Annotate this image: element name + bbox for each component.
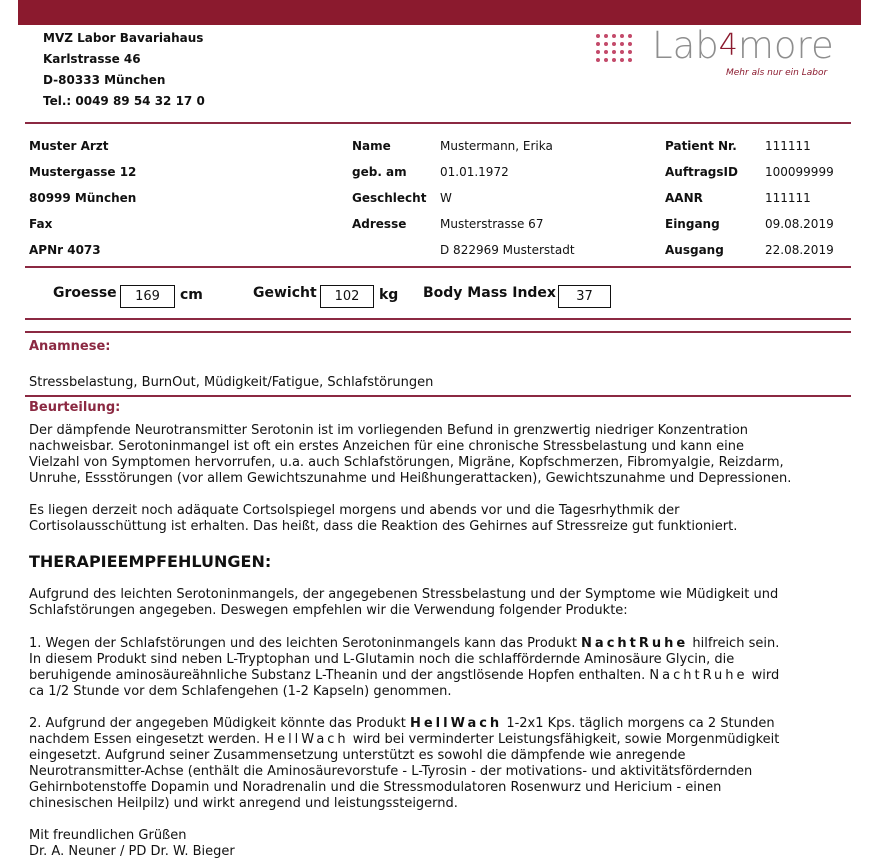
text-line	[29, 636, 849, 652]
bmi-value: 37	[558, 285, 611, 308]
doctor-name: Muster Arzt	[29, 139, 109, 153]
text-line: Aufgrund des leichten Serotoninmangels, der angegebenen Stressbelastung und der Symptome wie Müdigkeit und	[29, 587, 779, 602]
text-line: chinesischen Heilpilz) und wirkt anregend und leistungssteigernd.	[29, 796, 458, 811]
doctor-city: 80999 München	[29, 191, 137, 205]
text-line: Neurotransmitter-Achse (enthält die Aminosäurevorstufe - L-Tyrosin - der motivations- und aktivitätsfördernden	[29, 764, 753, 779]
bmi-label: Body Mass Index	[423, 285, 556, 301]
patient-value: Mustermann, Erika	[440, 139, 553, 153]
product-name: HellWach	[409, 716, 503, 731]
order-label: Eingang	[665, 217, 720, 231]
weight-label: Gewicht	[253, 285, 317, 301]
divider	[25, 122, 851, 124]
product-name: NachtRuhe	[581, 636, 689, 651]
weight-value: 102	[320, 285, 374, 308]
text-fragment: 2. Aufgrund der angegeben Müdigkeit könnte das Produkt	[29, 716, 410, 731]
patient-values	[440, 133, 575, 263]
order-value: 22.08.2019	[765, 243, 834, 257]
closing-block	[29, 828, 849, 860]
lab-address	[43, 28, 205, 112]
doctor-apnr: APNr 4073	[29, 243, 101, 257]
order-label: Patient Nr.	[665, 139, 737, 153]
patient-value: 01.01.1972	[440, 165, 509, 179]
logo-text-lab: Lab	[652, 24, 719, 67]
logo-text-four: 4	[718, 28, 738, 63]
text-line: Cortisolausschüttung ist erhalten. Das heißt, dass die Reaktion des Gehirnes auf Stressreize gut funktioniert.	[29, 519, 738, 534]
header-bar	[18, 0, 861, 25]
order-value: 111111	[765, 191, 811, 205]
logo-wordmark	[652, 24, 834, 67]
order-value: 100099999	[765, 165, 834, 179]
divider	[25, 395, 851, 397]
patient-label: geb. am	[352, 165, 407, 179]
patient-value: W	[440, 191, 452, 205]
text-fragment: wird	[747, 668, 780, 683]
text-line: Unruhe, Essstörungen (vor allem Gewichtszunahme und Heißhungerattacken), Gewichtszunahme und Depressionen.	[29, 471, 792, 486]
beurteilung-paragraph-1	[29, 423, 849, 487]
text-line: Es liegen derzeit noch adäquate Cortsolspiegel morgens und abends vor und die Tagesrhythmik der	[29, 503, 680, 518]
patient-label: Geschlecht	[352, 191, 427, 205]
text-fragment: nachdem Essen eingesetzt werden.	[29, 732, 265, 747]
lab-street: Karlstrasse 46	[43, 52, 141, 66]
weight-unit: kg	[379, 287, 399, 303]
logo-tagline: Mehr als nur ein Labor	[726, 68, 828, 78]
text-fragment: hilfreich sein.	[688, 636, 780, 651]
lab-phone: Tel.: 0049 89 54 32 17 0	[43, 94, 205, 108]
text-fragment: wird bei verminderter Leistungsfähigkeit, sowie Morgenmüdigkeit	[348, 732, 780, 747]
lab4more-logo	[596, 24, 836, 84]
patient-value: D 822969 Musterstadt	[440, 243, 575, 257]
order-label: AANR	[665, 191, 703, 205]
product-name: NachtRuhe	[649, 668, 748, 683]
doctor-street: Mustergasse 12	[29, 165, 137, 179]
product-name: HellWach	[264, 732, 349, 747]
patient-labels	[352, 133, 426, 237]
order-value: 09.08.2019	[765, 217, 834, 231]
beurteilung-heading: Beurteilung:	[29, 400, 121, 415]
text-line	[29, 716, 849, 732]
patient-label: Adresse	[352, 217, 407, 231]
text-line	[29, 668, 849, 684]
text-line: Vielzahl von Symptomen hervorrufen, u.a. auch Schlafstörungen, Migräne, Kopfschmerzen, Fibromyalgie, Reizdarm,	[29, 455, 784, 470]
doctor-address	[29, 133, 136, 263]
lab-name: MVZ Labor Bavariahaus	[43, 31, 204, 45]
divider	[25, 331, 851, 333]
doctor-fax: Fax	[29, 217, 53, 231]
text-fragment: beruhigende aminosäureähnliche Substanz L-Theanin und der angstlösende Hopfen enthalten.	[29, 668, 650, 683]
text-line: In diesem Produkt sind neben L-Tryptophan und L-Glutamin noch die schlaffördernde Aminosäure Glycin, die	[29, 652, 735, 667]
text-line: Schlafstörungen angegeben. Deswegen empfehlen wir die Verwendung folgender Produkte:	[29, 603, 628, 618]
text-line: Gehirnbotenstoffe Dopamin und Noradrenalin und die Stressmodulatoren Rosenwurz und Hericium - einen	[29, 780, 722, 795]
therapie-item-1	[29, 636, 849, 700]
anamnese-heading: Anamnese:	[29, 339, 111, 354]
patient-label: Name	[352, 139, 391, 153]
text-line: ca 1/2 Stunde vor dem Schlafengehen (1-2 Kapseln) genommen.	[29, 684, 452, 699]
text-line: Der dämpfende Neurotransmitter Serotonin ist im vorliegenden Befund in grenzwertig niedriger Konzentration	[29, 423, 749, 438]
text-fragment: 1. Wegen der Schlafstörungen und des leichten Serotoninmangels kann das Produkt	[29, 636, 582, 651]
order-label: AuftragsID	[665, 165, 738, 179]
logo-dots-icon	[596, 34, 638, 66]
text-line: eingesetzt. Aufgrund seiner Zusammensetzung unterstützt es sowohl die dämpfende wie anregende	[29, 748, 686, 763]
order-labels	[665, 133, 738, 263]
logo-text-more: more	[737, 24, 834, 67]
text-line: nachweisbar. Serotoninmangel ist oft ein erstes Anzeichen für eine chronische Stressbelastung und kann eine	[29, 439, 744, 454]
order-values	[765, 133, 834, 263]
order-value: 111111	[765, 139, 811, 153]
height-label: Groesse	[53, 285, 117, 301]
therapie-heading: THERAPIEEMPFEHLUNGEN:	[29, 552, 272, 571]
text-line	[29, 732, 849, 748]
text-fragment: 1-2x1 Kps. täglich morgens ca 2 Stunden	[502, 716, 775, 731]
height-value: 169	[120, 285, 175, 308]
signature-text: Dr. A. Neuner / PD Dr. W. Bieger	[29, 844, 235, 859]
height-unit: cm	[180, 287, 203, 303]
divider	[25, 266, 851, 268]
divider	[25, 318, 851, 320]
therapie-item-2	[29, 716, 849, 812]
closing-text: Mit freundlichen Grüßen	[29, 828, 187, 843]
patient-value: Musterstrasse 67	[440, 217, 544, 231]
anamnese-text: Stressbelastung, BurnOut, Müdigkeit/Fatigue, Schlafstörungen	[29, 375, 434, 390]
order-label: Ausgang	[665, 243, 724, 257]
lab-city: D-80333 München	[43, 73, 166, 87]
therapie-intro	[29, 587, 849, 619]
beurteilung-paragraph-2	[29, 503, 849, 535]
